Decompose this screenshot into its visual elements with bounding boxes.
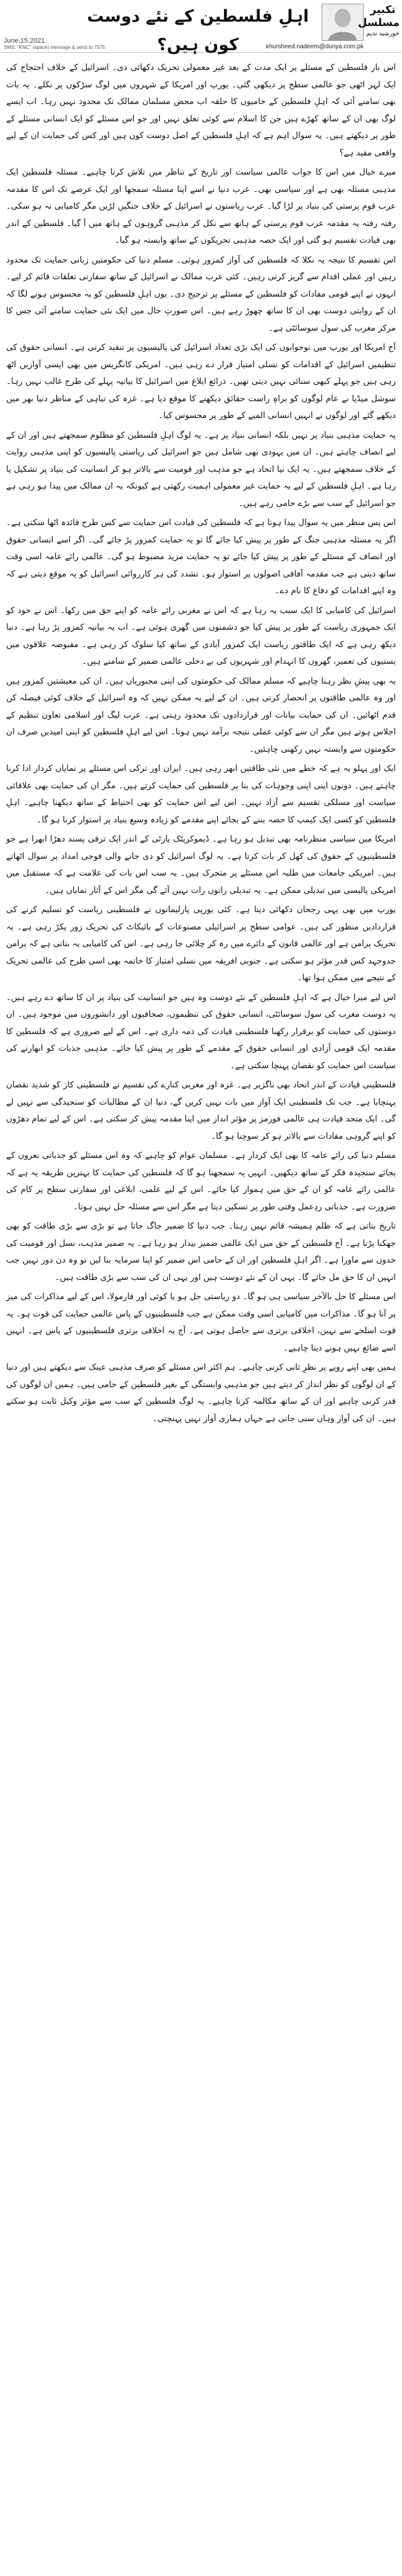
article-paragraph: تاریخ بتاتی ہے کہ ظلم ہمیشہ قائم نہیں رہتا۔ جب دنیا کا ضمیر جاگ جاتا ہے تو بڑی سے بڑی طاقت کو بھی جھکنا پڑتا ہے۔ آج فلسطین کے حق میں ایک عالمی ضمیر بیدار ہو رہا ہے۔ یہ ضمیر مذہب، نسل اور قومیت کی حدوں سے ماورا ہے۔ اگر اہلِ فلسطین اور ان کے حامی اس ضمیر کو اپنا سرمایہ بنا لیں تو وہ دن دور نہیں جب انہیں ان کا حق مل جائے گا۔ یہی ان کے نئے دوست ہیں اور یہی ان کی سب سے بڑی طاقت ہیں۔	[6, 1221, 396, 1282]
article-paragraph: یہ بھی پیشِ نظر رہنا چاہیے کہ مسلم ممالک کی حکومتوں کی اپنی مجبوریاں ہیں۔ ان کی معیشتیں کمزور ہیں اور وہ عالمی طاقتوں پر انحصار کرتی ہیں۔ ان کے لیے یہ ممکن نہیں کہ وہ اسرائیل کے خلاف کوئی فیصلہ کن قدم اٹھائیں۔ ان کی حمایت بیانات اور قراردادوں تک محدود رہتی ہے۔ عرب لیگ اور اسلامی تعاون تنظیم کے اجلاس ہوتے ہیں مگر ان سے کوئی عملی نتیجہ برآمد نہیں ہوتا۔ اس لیے اہلِ فلسطین کو اپنی امیدیں صرف ان حکومتوں سے وابستہ نہیں رکھنی چاہئیں۔	[6, 676, 396, 754]
article-paragraph: یورپ میں بھی یہی رجحان دکھائی دیتا ہے۔ کئی یورپی پارلیمانوں نے فلسطینی ریاست کو تسلیم کرنے کی قراردادیں منظور کی ہیں۔ عوامی سطح پر اسرائیلی مصنوعات کے بائیکاٹ کی تحریک زور پکڑ رہی ہے۔ یہ تحریک پرامن ہے اور عالمی قانون کے دائرے میں رہ کر چلائی جا رہی ہے۔ اس کی کامیابی یہ بتاتی ہے کہ پرامن جدوجہد کس قدر مؤثر ہو سکتی ہے۔ جنوبی افریقہ میں نسلی امتیاز کا خاتمہ بھی اسی طرح کی عالمی تحریک کے نتیجے میں ممکن ہوا تھا۔	[6, 905, 396, 983]
article-paragraph: اس پس منظر میں یہ سوال پیدا ہوتا ہے کہ فلسطین کی قیادت اس حمایت سے کس طرح فائدہ اٹھا سکتی ہے۔ اگر یہ مسئلہ مذہبی جنگ کے طور پر پیش کیا جائے گا تو یہ حمایت کمزور پڑ جائے گی۔ اگر اسے انسانی حقوق اور انصاف کے مسئلے کے طور پر پیش کیا جائے تو یہ حمایت مزید مضبوط ہو گی۔ عالمی رائے عامہ اسی وقت ساتھ دیتی ہے جب مقدمہ آفاقی اصولوں پر استوار ہو۔ تشدد کی ہر کارروائی اسرائیل کو یہ موقع دیتی ہے کہ وہ اپنے اقدامات کو دفاع کا نام دے۔	[6, 518, 396, 596]
column-logo	[357, 4, 400, 38]
article-paragraph: اس لیے میرا خیال ہے کہ اہلِ فلسطین کے نئے دوست وہ ہیں جو انسانیت کی بنیاد پر ان کا ساتھ دے رہے ہیں۔ یہ دوست مغرب کی سول سوسائٹی، انسانی حقوق کی تنظیموں، صحافیوں اور دانشوروں میں موجود ہیں۔ ان دوستوں کی حمایت کو برقرار رکھنا فلسطینی قیادت کی ذمہ داری ہے۔ اس کے لیے ضروری ہے کہ فلسطین کا مقدمہ ایک قومی آزادی اور انسانی حقوق کے مقدمے کے طور پر پیش کیا جائے۔ مذہبی جذبات کو ابھارنے کی سیاست اس حمایت کو نقصان پہنچا سکتی ہے۔	[6, 992, 396, 1071]
article-paragraph: ہمیں بھی اپنے رویے پر نظرِ ثانی کرنی چاہیے۔ ہم اکثر اس مسئلے کو صرف مذہبی عینک سے دیکھتے ہیں اور دنیا کے ان لوگوں کو نظر انداز کر دیتے ہیں جو مذہبی وابستگی کے بغیر فلسطین کے حامی ہیں۔ ہمیں ان لوگوں کی قدر کرنی چاہیے اور ان کے ساتھ مکالمہ کرنا چاہیے۔ یہ لوگ فلسطین کے سب سے مؤثر وکیل ثابت ہو سکتے ہیں۔ ان کی آواز وہاں سنی جاتی ہے جہاں ہماری آواز نہیں پہنچتی۔	[6, 1362, 396, 1424]
column-logo-author: خورشید ندیم	[366, 30, 400, 37]
sms-info: SMS: "KNC" (space) message & send to 7575	[4, 45, 105, 50]
article-paragraph: امریکا میں سیاسی منظرنامہ بھی تبدیل ہو رہا ہے۔ ڈیموکریٹک پارٹی کے اندر ایک ترقی پسند دھڑا ابھرا ہے جو فلسطینیوں کے حقوق کی کھل کر بات کرتا ہے۔ یہ لوگ اسرائیل کو دی جانے والی فوجی امداد پر سوال اٹھاتے ہیں۔ امریکی جامعات میں طلبہ اس مسئلے پر متحرک ہیں۔ یہ سب اس بات کی علامت ہے کہ مستقبل میں امریکی پالیسی میں تبدیلی ممکن ہے۔ یہ تبدیلی راتوں رات نہیں آئے گی مگر اس کے آثار نمایاں ہیں۔	[6, 834, 396, 895]
article-paragraph: یہ حمایت مذہبی بنیاد پر نہیں بلکہ انسانی بنیاد پر ہے۔ یہ لوگ اہلِ فلسطین کو مظلوم سمجھتے ہیں اور ان کے لیے انصاف چاہتے ہیں۔ ان میں یہودی بھی شامل ہیں جو اسرائیل کی ریاستی پالیسیوں کو اپنی مذہبی روایت کے خلاف سمجھتے ہیں۔ یہ ایک نیا اتحاد ہے جو مذہب اور قومیت سے بالاتر ہو کر انسانیت کی بنیاد پر تشکیل پا رہا ہے۔ اہلِ فلسطین کے لیے یہ حمایت غیر معمولی اہمیت رکھتی ہے کیونکہ یہ ان ممالک میں پیدا ہو رہی ہے جو اسرائیل کے سب سے بڑے حامی رہے ہیں۔	[6, 430, 396, 508]
article-body	[6, 59, 396, 1430]
article-paragraph: میرے خیال میں اس کا جواب عالمی سیاست اور تاریخ کے تناظر میں تلاش کرنا چاہیے۔ مسئلہ فلسطین ایک مذہبی مسئلہ بھی ہے اور سیاسی بھی۔ عرب دنیا نے اسے اپنا مسئلہ سمجھا اور ایک عرصے تک اس کا مقدمہ عرب قوم پرستی کی بنیاد پر لڑا گیا۔ عرب ریاستوں نے اسرائیل کے خلاف جنگیں لڑیں مگر کامیابی نہ ہو سکی۔ رفتہ رفتہ یہ مقدمہ عرب قوم پرستی کے ہاتھ سے نکل کر مذہبی گروہوں کے ہاتھ میں آ گیا۔ فلسطین کے اندر بھی قیادت تقسیم ہو گئی اور ایک حصہ مذہبی تحریکوں کے ساتھ وابستہ ہو گیا۔	[6, 167, 396, 245]
article-paragraph: ایک اور پہلو یہ ہے کہ خطے میں نئی طاقتیں ابھر رہی ہیں۔ ایران اور ترکی اس مسئلے پر نمایاں کردار ادا کرنا چاہتے ہیں۔ دونوں اپنی اپنی وجوہات کی بنا پر فلسطین کی حمایت کرتے ہیں۔ مگر ان کی حمایت بھی علاقائی سیاست اور مسلکی تقسیم سے آزاد نہیں۔ اس لیے اس حمایت کو بھی احتیاط کے ساتھ دیکھنا چاہیے۔ اہلِ فلسطین کو کسی ایک کیمپ کا حصہ بننے کے بجائے اپنے مقدمے کو زیادہ وسیع بنیاد پر استوار کرنا ہو گا۔	[6, 764, 396, 825]
article-paragraph: اس بار فلسطین کے مسئلے پر ایک مدت کے بعد غیر معمولی تحریک دکھائی دی۔ اسرائیل کے خلاف احتجاج کی ایک لہر اٹھی جو عالمی سطح پر دیکھی گئی۔ یورپ اور امریکا کے شہروں میں لوگ سڑکوں پر نکلے۔ یہ بات بھی سامنے آئی کہ اہلِ فلسطین کے حامیوں کا حلقہ اب محض مسلمان ممالک تک محدود نہیں رہا۔ اب ایسے لوگ بھی ان کے ساتھ کھڑے ہیں جن کا اسلام سے کوئی تعلق نہیں اور جو اس مسئلے کو ایک انسانی مسئلے کے طور پر دیکھتے ہیں۔ یہ سوال اہم ہے کہ اہلِ فلسطین کے اصل دوست کون ہیں اور کس کی حمایت ان کے لیے واقعی مفید ہے؟	[6, 63, 396, 158]
author-email: khursheed.nadeem@dunya.com.pk	[265, 43, 364, 50]
author-portrait	[322, 4, 364, 41]
column-header	[0, 0, 402, 53]
headline: اہلِ فلسطین کے نئے دوست کون ہیں؟	[87, 7, 309, 54]
publish-date: June,15,2021	[4, 37, 45, 45]
article-paragraph: مسلم دنیا کی رائے عامہ کا بھی ایک کردار ہے۔ مسلمان عوام کو چاہیے کہ وہ اس مسئلے کو جذباتی نعروں کے بجائے سنجیدہ فکر کے ساتھ دیکھیں۔ انہیں یہ سمجھنا ہو گا کہ فلسطین کی حمایت کا بہترین طریقہ یہ ہے کہ عالمی رائے عامہ کو ان کے حق میں ہموار کیا جائے۔ اس کے لیے علمی، ابلاغی اور سفارتی سطح پر کام کی ضرورت ہے۔ جذباتی ردِعمل وقتی طور پر تسکین دیتا ہے مگر اس سے مسئلہ حل نہیں ہوتا۔	[6, 1151, 396, 1212]
column-logo-line1: تکبیر	[370, 4, 396, 16]
article-paragraph: اسرائیل کی کامیابی کا ایک سبب یہ رہا ہے کہ اس نے مغربی رائے عامہ کو اپنے حق میں رکھا۔ اس نے خود کو ایک جمہوری ریاست کے طور پر پیش کیا جو دشمنوں میں گھری ہوئی ہے۔ اب یہ بیانیہ کمزور پڑ رہا ہے۔ دنیا دیکھ رہی ہے کہ ایک طاقتور ریاست ایک کمزور آبادی کے ساتھ کیا سلوک کر رہی ہے۔ مقبوضہ علاقوں میں بستیوں کی تعمیر، گھروں کا انہدام اور شہریوں کی بے دخلی عالمی ضمیر کے سامنے ہیں۔	[6, 605, 396, 666]
article-paragraph: فلسطینی قیادت کے اندر اتحاد بھی ناگزیر ہے۔ غزہ اور مغربی کنارے کی تقسیم نے فلسطینی کاز کو شدید نقصان پہنچایا ہے۔ جب تک فلسطینی ایک آواز میں بات نہیں کریں گے، دنیا ان کے مطالبات کو سنجیدگی سے نہیں لے گی۔ ایک متحد قیادت ہی عالمی فورمز پر مؤثر انداز میں اپنا مقدمہ پیش کر سکتی ہے۔ اس کے لیے تمام دھڑوں کو اپنے گروہی مفادات سے بالاتر ہو کر سوچنا ہو گا۔	[6, 1080, 396, 1141]
article-paragraph: اس مسئلے کا حل بالآخر سیاسی ہی ہو گا۔ دو ریاستی حل ہو یا کوئی اور فارمولا، اس کے لیے مذاکرات کی میز پر آنا ہو گا۔ مذاکرات میں کامیابی اسی وقت ممکن ہے جب فلسطینیوں کے پاس عالمی حمایت کی قوت ہو۔ یہ قوت اسلحے سے نہیں، اخلاقی برتری سے حاصل ہوتی ہے۔ آج یہ اخلاقی برتری فلسطینیوں کے پاس ہے۔ انہیں اسے ضائع نہیں ہونے دینا چاہیے۔	[6, 1292, 396, 1353]
column-logo-line2: مسلسل	[357, 17, 400, 29]
article-paragraph: آج امریکا اور یورپ میں نوجوانوں کی ایک بڑی تعداد اسرائیل کی پالیسیوں پر تنقید کرتی ہے۔ انسانی حقوق کی تنظیمیں اسرائیل کے اقدامات کو نسلی امتیاز قرار دے رہی ہیں۔ امریکی کانگریس میں بھی ایسی آوازیں اٹھ رہی ہیں جو پہلے کبھی سنائی نہیں دیتی تھیں۔ ذرائع ابلاغ میں اسرائیل کا بیانیہ پہلے کی طرح غالب نہیں رہا۔ سوشل میڈیا نے عام لوگوں کو براہِ راست حقائق دیکھنے کا موقع دیا ہے۔ غزہ کی تباہی کے مناظر دنیا بھر میں دیکھے گئے اور لوگوں نے انہیں انسانی المیے کے طور پر محسوس کیا۔	[6, 342, 396, 420]
author-photo-icon	[322, 4, 363, 40]
article-paragraph: اس تقسیم کا نتیجہ یہ نکلا کہ فلسطین کی آواز کمزور ہوئی۔ مسلم دنیا کی حکومتیں زبانی حمایت تک محدود رہیں اور عملی اقدام سے گریز کرتی رہیں۔ کئی عرب ممالک نے اسرائیل کے ساتھ سفارتی تعلقات قائم کر لیے۔ انہوں نے اپنے قومی مفادات کو فلسطین کے مسئلے پر ترجیح دی۔ یوں اہلِ فلسطین کو یہ محسوس ہونے لگا کہ ان کے روایتی دوست بھی ان کا ساتھ چھوڑ رہے ہیں۔ اس صورتِ حال میں ایک نئی حمایت سامنے آئی جس کا مرکز مغرب کی سول سوسائٹی ہے۔	[6, 255, 396, 333]
